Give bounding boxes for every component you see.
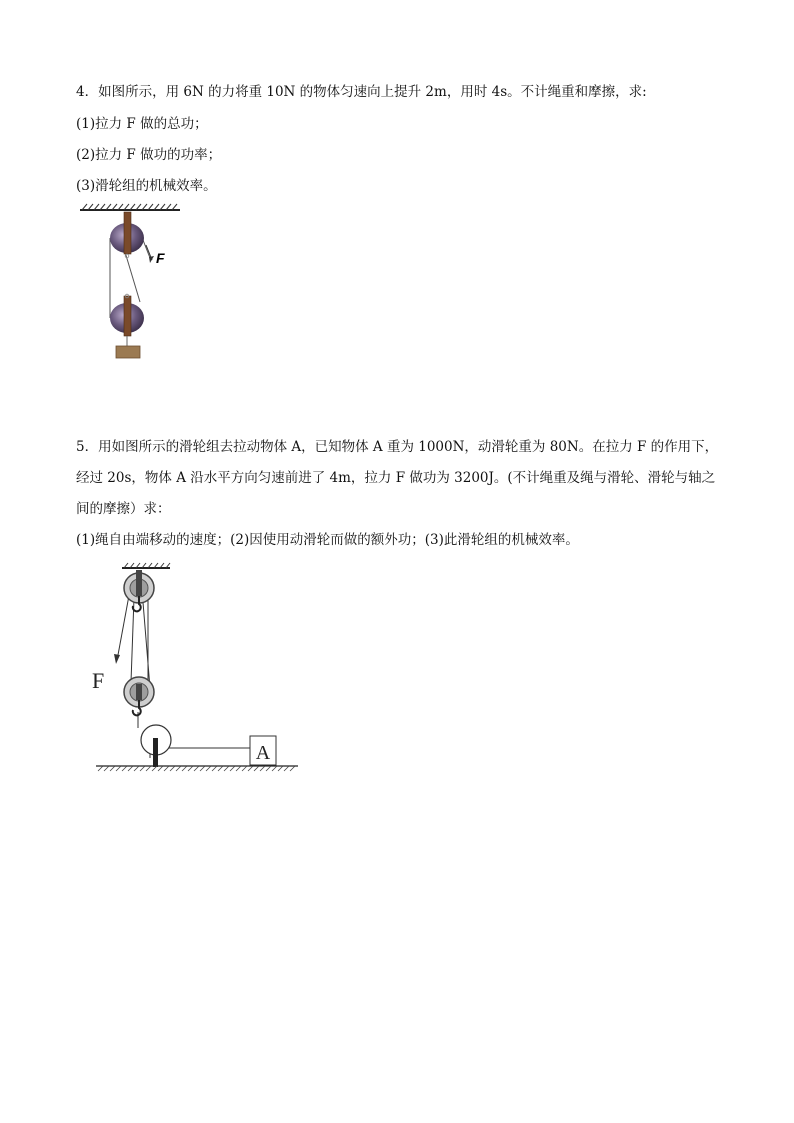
q4-pulley-figure [70,200,190,365]
q5-force-label: F [92,668,105,693]
q5-subs: (1)绳自由端移动的速度；(2)因使用动滑轮而做的额外功；(3)此滑轮组的机械效率。 [76,532,579,548]
ground-pulley [141,725,171,767]
ceiling [80,204,180,210]
fixed-pulley [124,570,154,611]
q5-stem-line2: 经过 20s，物体 A 沿水平方向匀速前进了 4m，拉力 F 做功为 3200J。(不计绳重及绳与滑轮、滑轮与轴之 [76,470,716,486]
weight-block [116,346,140,358]
movable-pulley [124,677,154,715]
force-arrow [114,654,120,664]
ceiling [122,563,170,568]
q4-sub1: (1)拉力 F 做的总功； [76,116,208,132]
q4-force-label: F [156,250,165,266]
fixed-pulley [110,212,144,258]
q5-block-label: A [255,742,271,764]
q5-stem-line1: 5．用如图所示的滑轮组去拉动物体 A，已知物体 A 重为 1000N，动滑轮重为 80N。在拉力 F 的作用下， [76,439,719,455]
ropes [118,588,250,758]
force-arrow [146,245,154,263]
ground [96,766,298,771]
q5-stem-line3: 间的摩擦）求： [76,501,171,517]
q4-sub3: (3)滑轮组的机械效率。 [76,178,217,194]
q4-stem: 4．如图所示，用 6N 的力将重 10N 的物体匀速向上提升 2m，用时 4s。不计绳重和摩擦，求: [76,84,647,100]
q4-sub2: (2)拉力 F 做功的功率； [76,147,222,163]
movable-pulley [110,294,144,346]
q5-pulley-figure [90,560,305,775]
